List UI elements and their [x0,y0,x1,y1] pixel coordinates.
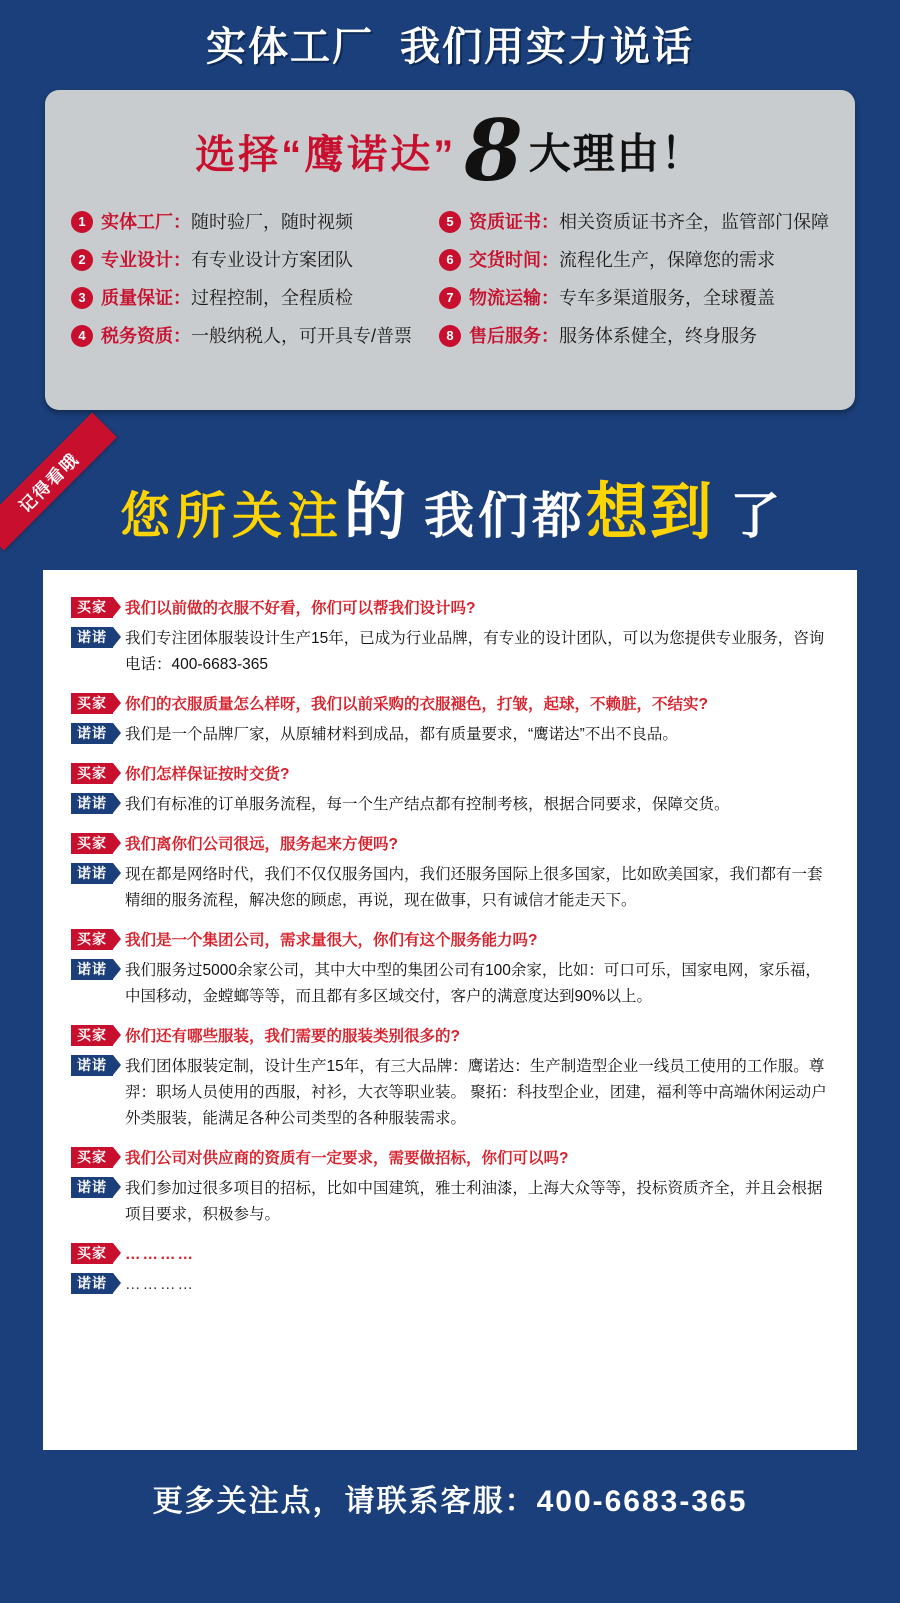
qa-block [71,762,829,818]
qa-answer-row [71,862,829,914]
headline-red-text: 选择“鹰诺达” [195,132,457,177]
buyer-tag-wrap [71,597,113,618]
answer-tag-wrap [71,1177,113,1198]
title-part-right: 我们用实力说话 [400,25,694,69]
reasons-headline [71,101,829,200]
buyer-tag-wrap [71,1025,113,1046]
reason-item [439,324,829,348]
faq-headline-part2: 的 [343,478,408,547]
qa-answer-row [71,1054,829,1132]
answer-tag: 诺诺 [71,1055,113,1076]
qa-answer-row [71,626,829,678]
answer-tag: 诺诺 [71,1177,113,1198]
answer-tag-wrap [71,793,113,814]
reason-item [71,248,429,272]
qa-block [71,1146,829,1228]
buyer-tag: 买家 [71,1243,113,1264]
buyer-tag: 买家 [71,693,113,714]
reason-label: 税务资质： [101,326,191,346]
reason-label: 实体工厂： [101,212,191,232]
answer-tag: 诺诺 [71,723,113,744]
qa-question-row [71,1024,829,1049]
answer-tag: 诺诺 [71,627,113,648]
answer-tag-wrap [71,959,113,980]
qa-answer-row [71,792,829,818]
buyer-tag-wrap [71,693,113,714]
qa-block [71,1024,829,1132]
headline-number: 8 [464,101,523,200]
reasons-grid [71,210,829,348]
qa-answer-text: 我们参加过很多项目的招标，比如中国建筑，雅士利油漆，上海大众等等，投标资质齐全，并且会根据项目要求，积极参与。 [125,1180,823,1223]
qa-question-row [71,596,829,621]
answer-tag: 诺诺 [71,863,113,884]
reason-item [439,210,829,234]
reason-number-badge: 6 [439,249,461,271]
buyer-tag: 买家 [71,1147,113,1168]
buyer-tag: 买家 [71,929,113,950]
qa-question-text: 你们的衣服质量怎么样呀，我们以前采购的衣服褪色，打皱，起球，不赖脏，不结实? [125,696,708,713]
qa-question-row [71,692,829,717]
corner-ribbon: 记得看哦 [0,413,117,551]
reason-item [71,324,429,348]
qa-question-text: ………… [125,1246,195,1263]
buyer-tag-wrap [71,1147,113,1168]
faq-headline [0,440,900,570]
faq-headline-part1: 您所关注 [119,488,344,544]
reason-number-badge: 1 [71,211,93,233]
reason-number-badge: 4 [71,325,93,347]
answer-tag: 诺诺 [71,793,113,814]
answer-tag-wrap [71,1055,113,1076]
buyer-tag: 买家 [71,763,113,784]
qa-question-text: 我们离你们公司很远，服务起来方便吗? [125,836,398,853]
footer-contact: 更多关注点，请联系客服：400-6683-365 [152,1485,748,1518]
qa-question-text: 你们还有哪些服装，我们需要的服装类别很多的? [125,1028,460,1045]
qa-question-row [71,928,829,953]
qa-answer-text: 我们专注团体服装设计生产15年，已成为行业品牌，有专业的设计团队，可以为您提供专业服务，咨询电话：400-6683-365 [125,630,825,673]
answer-tag-wrap [71,1273,113,1294]
reason-label: 专业设计： [101,250,191,270]
answer-tag: 诺诺 [71,959,113,980]
qa-question-row [71,1146,829,1171]
headline-black-text: 大理由！ [528,130,705,177]
qa-answer-text: ………… [125,1276,195,1293]
reason-item [71,286,429,310]
reason-text: 有专业设计方案团队 [191,250,353,270]
reason-text: 服务体系健全，终身服务 [559,326,757,346]
qa-answer-text: 现在都是网络时代，我们不仅仅服务国内，我们还服务国际上很多国家，比如欧美国家，我们都有一套精细的服务流程，解决您的顾虑，再说，现在做事，只有诚信才能走天下。 [125,866,823,909]
qa-answer-row [71,1176,829,1228]
qa-question-text: 我们以前做的衣服不好看，你们可以帮我们设计吗? [125,600,476,617]
faq-card [43,570,857,1450]
reason-number-badge: 2 [71,249,93,271]
faq-headline-part5: 了 [730,488,781,544]
qa-answer-text: 我们是一个品牌厂家，从原辅材料到成品，都有质量要求，“鹰诺达”不出不良品。 [125,726,678,743]
buyer-tag: 买家 [71,833,113,854]
qa-question-row [71,762,829,787]
answer-tag-wrap [71,863,113,884]
title-part-left: 实体工厂 [206,25,374,69]
buyer-tag: 买家 [71,597,113,618]
faq-headline-part4: 想到 [586,478,715,547]
section-reasons [0,0,900,440]
buyer-tag-wrap [71,763,113,784]
qa-question-text: 你们怎样保证按时交货? [125,766,290,783]
buyer-tag-wrap [71,833,113,854]
reason-text: 一般纳税人，可开具专/普票 [191,326,412,346]
qa-answer-text: 我们服务过5000余家公司，其中大中型的集团公司有100余家，比如：可口可乐，国家电网，家乐福，中国移动，金螳螂等等，而且都有多区域交付，客户的满意度达到90%以上。 [125,962,821,1005]
reason-label: 质量保证： [101,288,191,308]
reason-label: 交货时间： [469,250,559,270]
reason-text: 专车多渠道服务，全球覆盖 [559,288,775,308]
qa-answer-row [71,1272,829,1298]
reason-text: 随时验厂，随时视频 [191,212,353,232]
reasons-panel [45,90,855,410]
reason-number-badge: 8 [439,325,461,347]
qa-block [71,832,829,914]
reason-label: 售后服务： [469,326,559,346]
qa-question-text: 我们是一个集团公司，需求量很大，你们有这个服务能力吗? [125,932,538,949]
reason-item [439,286,829,310]
reason-label: 物流运输： [469,288,559,308]
buyer-tag-wrap [71,929,113,950]
buyer-tag: 买家 [71,1025,113,1046]
reason-label: 资质证书： [469,212,559,232]
reason-item [71,210,429,234]
answer-tag-wrap [71,723,113,744]
faq-headline-part3: 我们都 [424,488,586,544]
qa-answer-text: 我们团体服装定制，设计生产15年，有三大品牌：鹰诺达：生产制造型企业一线员工使用的工作服。尊羿：职场人员使用的西服，衬衫，大衣等职业装。 聚拓：科技型企业，团建，福利等中高端休闲运动户外类服装，能满足各种公司类型的各种服装需求。 [125,1058,827,1127]
answer-tag: 诺诺 [71,1273,113,1294]
section-reasons-title [0,18,900,76]
qa-answer-row [71,958,829,1010]
answer-tag-wrap [71,627,113,648]
reason-item [439,248,829,272]
qa-question-text: 我们公司对供应商的资质有一定要求，需要做招标，你们可以吗? [125,1150,569,1167]
qa-block [71,596,829,678]
reason-number-badge: 3 [71,287,93,309]
section-faq [0,440,900,1603]
qa-question-row [71,1242,829,1267]
reason-number-badge: 7 [439,287,461,309]
qa-block [71,692,829,748]
reason-text: 过程控制，全程质检 [191,288,353,308]
qa-answer-text: 我们有标准的订单服务流程，每一个生产结点都有控制考核，根据合同要求，保障交货。 [125,796,730,813]
qa-block [71,928,829,1010]
reason-text: 流程化生产，保障您的需求 [559,250,775,270]
buyer-tag-wrap [71,1243,113,1264]
qa-block [71,1242,829,1298]
reason-text: 相关资质证书齐全，监管部门保障 [559,212,829,232]
qa-question-row [71,832,829,857]
reason-number-badge: 5 [439,211,461,233]
qa-answer-row [71,722,829,748]
